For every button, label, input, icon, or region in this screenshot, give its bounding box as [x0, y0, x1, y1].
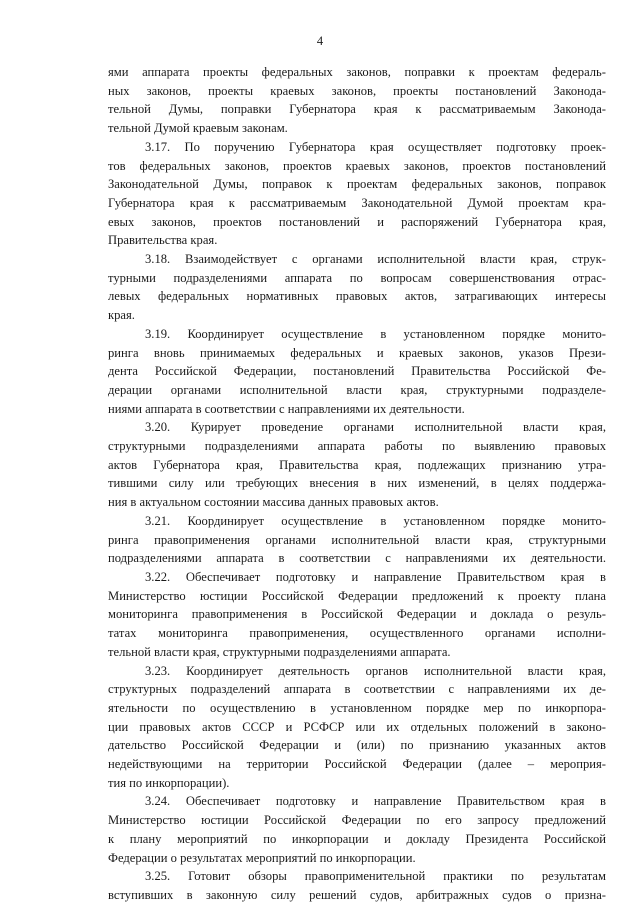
paragraph-3-23 [108, 662, 606, 793]
text-line: тившими силу или требующих внесения в них изменений, в целях поддержа- [108, 476, 606, 491]
text-line: тельной власти края, структурными подразделениями аппарата. [108, 644, 451, 659]
text-line: 3.19. Координирует осуществление в установленном порядке монито- [145, 326, 606, 341]
text-line: дательство Российской Федерации и (или) по признанию указанных актов [108, 738, 606, 753]
text-line: тельной Думы, поправки Губернатора края к рассматриваемым Законода- [108, 102, 606, 117]
text-line: Министерство юстиции Российской Федерации предложений к проекту плана [108, 588, 606, 603]
text-line: к плану мероприятий по инкорпорации и докладу Президента Российской [108, 831, 606, 846]
text-line: левых федеральных нормативных правовых актов, затрагивающих интересы [108, 289, 606, 304]
text-line: ниями аппарата в соответствии с направлениями их деятельности. [108, 401, 465, 416]
page-number: 4 [316, 34, 324, 48]
text-line: евых законов, проектов постановлений и распоряжений Губернатора края, [108, 214, 606, 229]
text-line: тия по инкорпорации). [108, 775, 230, 790]
paragraph-3-25 [108, 867, 606, 904]
text-line: турными подразделениями аппарата по вопросам совершенствования отрас- [108, 270, 606, 285]
text-line: актов Губернатора края, Правительства края, подлежащих признанию утра- [108, 457, 606, 472]
text-line: ния в актуальном состоянии массива данных правовых актов. [108, 495, 439, 510]
paragraph-3-18 [108, 250, 606, 325]
text-line: 3.21. Координирует осуществление в установленном порядке монито- [145, 513, 606, 528]
text-line: 3.23. Координирует деятельность органов исполнительной власти края, [145, 663, 606, 678]
text-line: Законодательной Думы, поправок к проектам федеральных законов, поправок [108, 177, 606, 192]
text-line: ринга правоприменения органами исполнительной власти края, структурными [108, 532, 606, 547]
paragraph-3-17 [108, 138, 606, 250]
text-line: Губернатора края к рассматриваемым Законодательной Думой проектам кра- [108, 195, 606, 210]
text-line: Министерство юстиции Российской Федерации по его запросу предложений [108, 813, 606, 828]
text-line: татах мониторинга правоприменения, осуществленного органами исполни- [108, 626, 606, 641]
text-line: 3.22. Обеспечивает подготовку и направление Правительством края в [145, 569, 606, 584]
paragraph-3-16-continuation [108, 63, 606, 138]
text-line: 3.18. Взаимодействует с органами исполнительной власти края, струк- [145, 252, 606, 267]
text-line: 3.17. По поручению Губернатора края осуществляет подготовку проек- [145, 139, 606, 154]
text-line: Федерации о результатах мероприятий по инкорпорации. [108, 850, 416, 865]
text-line: структурными подразделениями аппарата работы по выявлению правовых [108, 439, 606, 454]
paragraph-3-20 [108, 418, 606, 512]
text-line: края. [108, 308, 135, 323]
text-line: 3.24. Обеспечивает подготовку и направление Правительством края в [145, 794, 606, 809]
paragraph-3-22 [108, 568, 606, 662]
text-line: ринга вновь принимаемых федеральных и краевых законов, указов Прези- [108, 345, 606, 360]
text-line: ятельности по осуществлению в установленном порядке мер по инкорпора- [108, 700, 606, 715]
paragraph-3-21 [108, 512, 606, 568]
text-line: ции правовых актов СССР и РСФСР или их отдельных положений в законо- [108, 719, 606, 734]
text-line: 3.20. Курирует проведение органами исполнительной власти края, [145, 420, 606, 435]
text-line: дерации органами исполнительной власти края, структурными подразделе- [108, 382, 606, 397]
document-body [108, 63, 606, 905]
text-line: Правительства края. [108, 233, 218, 248]
text-line: тов федеральных законов, проектов краевых законов, проектов постановлений [108, 158, 606, 173]
text-line: ных законов, проекты краевых законов, проекты постановлений Законода- [108, 83, 606, 98]
text-line: структурных подразделений аппарата в соответствии с направлениями их де- [108, 682, 606, 697]
text-line: подразделениями аппарата в соответствии с направлениями их деятельности. [108, 551, 606, 566]
paragraph-3-24 [108, 792, 606, 867]
text-line: ями аппарата проекты федеральных законов, поправки к проектам федераль- [108, 65, 606, 79]
paragraph-3-19 [108, 325, 606, 419]
text-line: вступивших в законную силу решений судов, арбитражных судов о призна- [108, 887, 606, 902]
text-line: недействующими на территории Российской Федерации (далее – мероприя- [108, 757, 606, 772]
text-line: мониторинга правоприменения в Российской Федерации и доклада о резуль- [108, 607, 606, 622]
text-line: дента Российской Федерации, постановлений Правительства Российской Фе- [108, 364, 606, 379]
text-line: 3.25. Готовит обзоры правоприменительной практики по результатам [145, 869, 606, 884]
text-line: тельной Думой краевым законам. [108, 121, 288, 136]
